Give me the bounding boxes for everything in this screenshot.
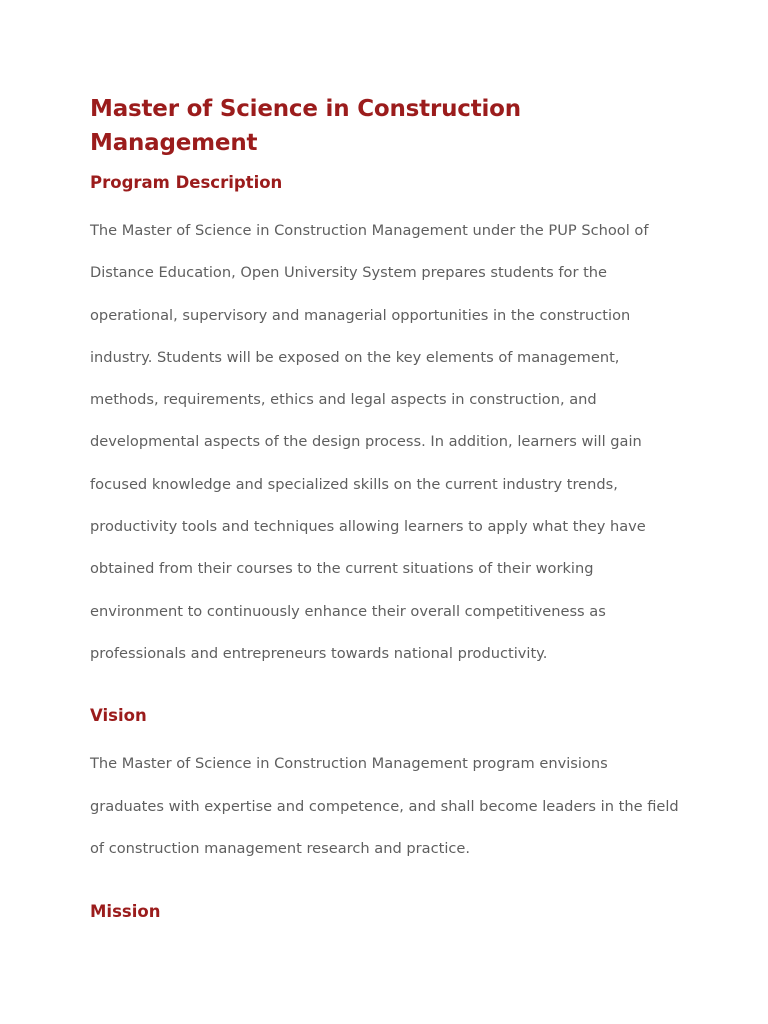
section-heading-mission: Mission [90, 902, 161, 922]
page-title: Master of Science in Construction Management [90, 96, 521, 156]
section-heading-vision: Vision [90, 706, 147, 726]
section-body-program-description: The Master of Science in Construction Management under the PUP School of Distance Education, Open University System prepares students for the operational, supervisory and managerial opportunities in the construction industry. Students will be exposed on the key elements of management, methods, requirements, ethics and legal aspects in construction, and developmental aspects of the design process. In addition, learners will gain focused knowledge and specialized skills on the current industry trends, productivity tools and techniques allowing learners to apply what they have obtained from their courses to the current situations of their working environment to continuously enhance their overall competitiveness as professionals and entrepreneurs towards national productivity. [90, 222, 649, 662]
section-heading-program-description: Program Description [90, 173, 283, 192]
section-body-vision: The Master of Science in Construction Management program envisions graduates with expertise and competence, and shall become leaders in the field of construction management research and practice. [90, 755, 679, 857]
